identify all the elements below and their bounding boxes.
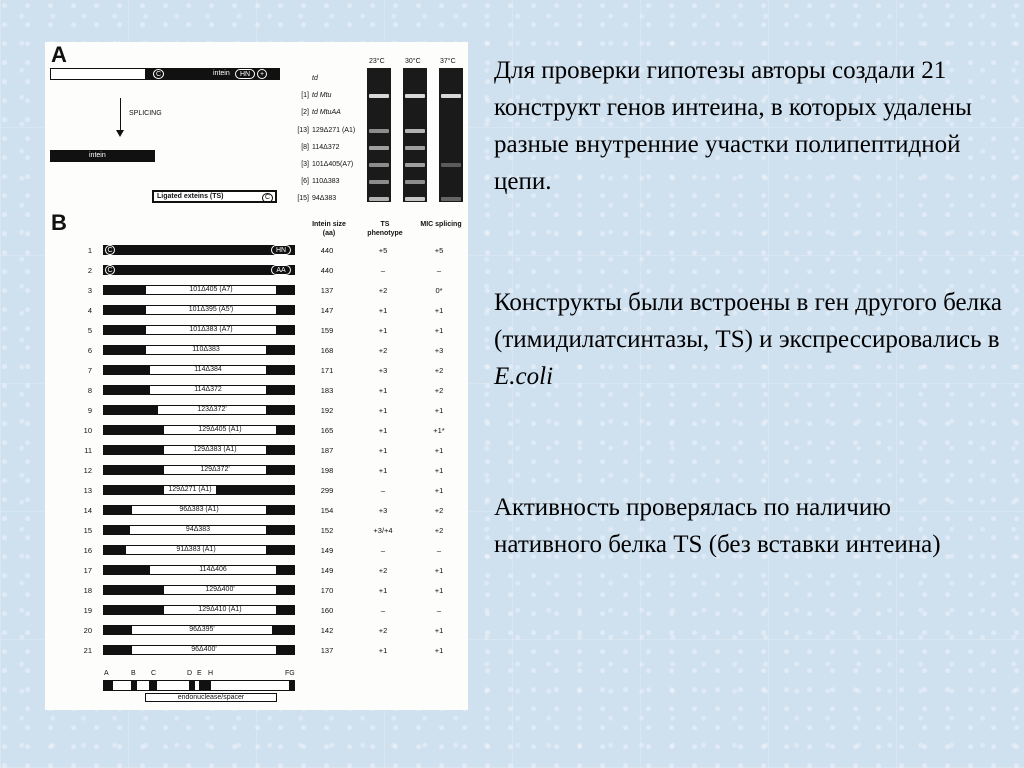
construct-bar bbox=[45, 345, 305, 355]
motif-label: A bbox=[104, 670, 109, 677]
construct-mic-value: +2 bbox=[434, 506, 444, 515]
construct-intein-segment: 96Δ395' bbox=[131, 625, 273, 635]
construct-size-value: 187 bbox=[320, 446, 334, 455]
gel-band bbox=[405, 163, 425, 167]
header-ts-phenotype: TS phenotype bbox=[367, 221, 403, 237]
paragraph-hypothesis bbox=[494, 52, 1004, 200]
construct-mic-value: – bbox=[436, 546, 442, 555]
construct-mic-value: 0* bbox=[435, 286, 443, 295]
gel-band bbox=[441, 197, 461, 201]
precursor-intein-label: intein bbox=[213, 70, 230, 77]
construct-ts-value: +3/+4 bbox=[373, 526, 393, 535]
motif-block bbox=[149, 680, 157, 691]
construct-ts-value: +1 bbox=[378, 646, 388, 655]
construct-mic-value: – bbox=[436, 266, 442, 275]
construct-bar bbox=[45, 645, 305, 655]
construct-row-number: 5 bbox=[87, 326, 92, 335]
construct-row-number: 20 bbox=[83, 626, 92, 635]
construct-c-tag: C bbox=[105, 265, 115, 275]
gel-band bbox=[369, 129, 389, 133]
ligated-c-tag: C bbox=[262, 193, 273, 203]
construct-intein-segment: 129Δ405 (A1) bbox=[163, 425, 277, 435]
construct-size-value: 168 bbox=[320, 346, 334, 355]
construct-bar bbox=[45, 605, 305, 615]
construct-ts-value: +2 bbox=[378, 566, 388, 575]
construct-size-value: 154 bbox=[320, 506, 334, 515]
construct-mic-value: +1 bbox=[434, 626, 444, 635]
construct-row-number: 19 bbox=[83, 606, 92, 615]
construct-row-number: 15 bbox=[83, 526, 92, 535]
construct-row-number: 16 bbox=[83, 546, 92, 555]
construct-intein-segment: 110Δ383 bbox=[145, 345, 267, 355]
construct-ts-value: +3 bbox=[378, 366, 388, 375]
construct-end-tag: HN bbox=[271, 245, 291, 255]
construct-ts-value: +1 bbox=[378, 406, 388, 415]
construct-size-value: 171 bbox=[320, 366, 334, 375]
lane-number: [2] bbox=[301, 109, 309, 117]
construct-mic-value: +1 bbox=[434, 446, 444, 455]
precursor-c-tag: C bbox=[153, 69, 164, 79]
paragraph-activity bbox=[494, 489, 1004, 563]
gel-band bbox=[369, 94, 389, 98]
construct-bar bbox=[45, 625, 305, 635]
construct-bar bbox=[45, 565, 305, 575]
construct-mic-value: +1 bbox=[434, 306, 444, 315]
construct-mic-value: +2 bbox=[434, 366, 444, 375]
construct-ts-value: – bbox=[380, 606, 386, 615]
construct-size-value: 170 bbox=[320, 586, 334, 595]
lane-label: 110Δ383 bbox=[312, 178, 340, 186]
construct-ts-value: +5 bbox=[378, 246, 388, 255]
construct-size-value: 198 bbox=[320, 466, 334, 475]
construct-bar bbox=[45, 385, 305, 395]
construct-row-number: 8 bbox=[87, 386, 92, 395]
lane-number: [3] bbox=[301, 161, 309, 168]
construct-bar bbox=[45, 425, 305, 435]
splicing-arrow-shaft bbox=[120, 98, 121, 132]
paragraph-activity-text: Активность проверялась по наличию нативного белка TS (без вставки интеина) bbox=[494, 494, 941, 558]
lane-label: td MtuAA bbox=[312, 109, 341, 117]
construct-mic-value: +2 bbox=[434, 526, 444, 535]
construct-size-value: 440 bbox=[320, 246, 334, 255]
construct-mic-value: +1 bbox=[434, 326, 444, 335]
construct-ts-value: +1 bbox=[378, 326, 388, 335]
gel-band bbox=[441, 94, 461, 98]
panel-a-letter: A bbox=[51, 42, 67, 67]
construct-ts-value: +3 bbox=[378, 506, 388, 515]
construct-size-value: 440 bbox=[320, 266, 334, 275]
construct-mic-value: +1 bbox=[434, 406, 444, 415]
construct-intein-segment: 129Δ372' bbox=[163, 465, 267, 475]
construct-intein-segment: 96Δ400' bbox=[131, 645, 277, 655]
gel-band bbox=[369, 180, 389, 184]
construct-bar bbox=[45, 445, 305, 455]
construct-size-value: 147 bbox=[320, 306, 334, 315]
motif-block bbox=[199, 680, 207, 691]
construct-row-number: 11 bbox=[84, 446, 92, 455]
construct-ts-value: +1 bbox=[378, 586, 388, 595]
gel-band bbox=[405, 146, 425, 150]
construct-mic-value: +2 bbox=[434, 386, 444, 395]
construct-intein-segment: 129Δ400' bbox=[163, 585, 277, 595]
construct-bar bbox=[45, 305, 305, 315]
construct-row-number: 6 bbox=[87, 346, 92, 355]
construct-extein-block bbox=[103, 245, 295, 255]
construct-intein-segment: 114Δ406 bbox=[149, 565, 277, 575]
construct-mic-value: +1 bbox=[434, 486, 444, 495]
gel-band bbox=[369, 146, 389, 150]
motif-block bbox=[131, 680, 137, 691]
construct-bar bbox=[45, 265, 305, 275]
construct-intein-segment: 129Δ410 (A1) bbox=[163, 605, 277, 615]
lane-number: [8] bbox=[301, 143, 309, 151]
construct-intein-segment: 114Δ372 bbox=[149, 385, 267, 395]
construct-row-number: 7 bbox=[87, 366, 92, 375]
construct-intein-segment: 91Δ383 (A1) bbox=[125, 545, 267, 555]
construct-ts-value: +1 bbox=[378, 306, 388, 315]
construct-mic-value: +1 bbox=[434, 466, 444, 475]
panel-b-letter: B bbox=[51, 210, 67, 235]
construct-ts-value: +2 bbox=[378, 626, 388, 635]
construct-ts-value: +2 bbox=[378, 286, 388, 295]
construct-mic-value: +1 bbox=[434, 646, 444, 655]
motif-label: H bbox=[208, 670, 214, 677]
gel-band bbox=[405, 129, 425, 133]
lane-label: 129Δ271 (A1) bbox=[312, 126, 356, 134]
lane-label: 101Δ405(A7) bbox=[312, 161, 354, 168]
motif-label: C bbox=[151, 670, 157, 677]
precursor-hn-tag: HN bbox=[235, 69, 255, 79]
construct-size-value: 152 bbox=[320, 526, 334, 535]
lane-number: [6] bbox=[301, 178, 309, 186]
gel-band bbox=[405, 94, 425, 98]
motif-label: E bbox=[197, 670, 202, 677]
construct-row-number: 10 bbox=[83, 426, 92, 435]
constructs-text-main: Конструкты были встроены в ген другого белка (тимидилатсинтазы, TS) и экспрессировались в bbox=[494, 289, 1002, 353]
construct-size-value: 165 bbox=[320, 426, 334, 435]
motif-label: FG bbox=[285, 670, 295, 677]
endonuclease-spacer-label: endonuclease/spacer bbox=[145, 693, 277, 702]
construct-row-number: 2 bbox=[87, 266, 92, 275]
construct-ts-value: +1 bbox=[378, 446, 388, 455]
construct-intein-segment: 94Δ383 bbox=[129, 525, 267, 535]
construct-ts-value: – bbox=[380, 486, 386, 495]
construct-row-number: 18 bbox=[83, 586, 92, 595]
construct-bar bbox=[45, 485, 305, 495]
construct-size-value: 149 bbox=[320, 566, 334, 575]
paragraph-hypothesis-text: Для проверки гипотезы авторы создали 21 конструкт генов интеина, в которых удалены разные внутренние участки полипептидной цепи. bbox=[494, 57, 972, 195]
construct-ts-value: +2 bbox=[378, 346, 388, 355]
construct-mic-value: – bbox=[436, 606, 442, 615]
construct-ts-value: – bbox=[380, 266, 386, 275]
ecoli-italic: E.coli bbox=[494, 363, 554, 390]
construct-ts-value: +1 bbox=[378, 426, 388, 435]
header-intein-size: Intein size (aa) bbox=[312, 221, 346, 237]
header-mic-splicing: MIC splicing bbox=[420, 221, 462, 228]
temp-23: 23°C bbox=[369, 58, 385, 65]
gel-band bbox=[405, 197, 425, 201]
construct-row-number: 9 bbox=[87, 406, 92, 415]
construct-row-number: 12 bbox=[83, 466, 92, 475]
construct-end-tag: AA bbox=[271, 265, 291, 275]
construct-row-number: 4 bbox=[87, 306, 92, 315]
construct-mic-value: +1 bbox=[434, 566, 444, 575]
construct-size-value: 137 bbox=[320, 286, 334, 295]
construct-size-value: 137 bbox=[320, 646, 334, 655]
gel-band bbox=[369, 163, 389, 167]
gel-band bbox=[441, 163, 461, 167]
splicing-arrow-head bbox=[116, 130, 124, 137]
gel-lane-37c bbox=[439, 68, 463, 202]
paragraph-constructs bbox=[494, 284, 1004, 395]
intein-figure bbox=[45, 42, 468, 710]
gel-band bbox=[369, 197, 389, 201]
construct-size-value: 183 bbox=[320, 386, 334, 395]
construct-bar bbox=[45, 545, 305, 555]
construct-size-value: 149 bbox=[320, 546, 334, 555]
motif-block bbox=[103, 680, 113, 691]
construct-intein-segment: 101Δ383 (A7) bbox=[145, 325, 277, 335]
construct-row-number: 21 bbox=[83, 646, 92, 655]
construct-bar bbox=[45, 525, 305, 535]
ligated-exteins-label: Ligated exteins (TS) bbox=[157, 193, 224, 200]
splicing-label: SPLICING bbox=[129, 110, 162, 117]
motif-block bbox=[189, 680, 195, 691]
construct-bar bbox=[45, 505, 305, 515]
construct-row-number: 17 bbox=[83, 566, 92, 575]
construct-bar bbox=[45, 245, 305, 255]
construct-row-number: 1 bbox=[87, 246, 92, 255]
construct-intein-segment: 114Δ384 bbox=[149, 365, 267, 375]
lane-label: 114Δ372 bbox=[312, 143, 340, 151]
construct-mic-value: +5 bbox=[434, 246, 444, 255]
motif-label: D bbox=[187, 670, 193, 677]
motif-block bbox=[289, 680, 295, 691]
construct-extein-block bbox=[103, 265, 295, 275]
motif-label: B bbox=[131, 670, 136, 677]
construct-size-value: 299 bbox=[320, 486, 334, 495]
construct-ts-value: +1 bbox=[378, 466, 388, 475]
precursor-plus-tag: + bbox=[257, 69, 267, 79]
construct-intein-segment: 96Δ383 (A1) bbox=[131, 505, 267, 515]
lane-number: [13] bbox=[297, 126, 309, 134]
construct-intein-segment: 101Δ395 (A5') bbox=[145, 305, 277, 315]
construct-intein-segment: 123Δ372' bbox=[157, 405, 267, 415]
construct-row-number: 3 bbox=[87, 286, 92, 295]
construct-mic-value: +1 bbox=[434, 586, 444, 595]
lane-label: td bbox=[312, 75, 318, 82]
construct-bar bbox=[45, 585, 305, 595]
construct-row-number: 14 bbox=[83, 506, 92, 515]
construct-bar bbox=[45, 365, 305, 375]
construct-mic-value: +3 bbox=[434, 346, 444, 355]
lane-number: [15] bbox=[297, 195, 309, 203]
construct-bar bbox=[45, 465, 305, 475]
lane-label: 94Δ383 bbox=[312, 195, 337, 203]
intein-product-label: intein bbox=[89, 152, 106, 159]
construct-intein-segment: 129Δ271 (A1) bbox=[163, 485, 217, 495]
construct-row-number: 13 bbox=[83, 486, 92, 495]
temp-30: 30°C bbox=[405, 58, 421, 65]
construct-size-value: 192 bbox=[320, 406, 334, 415]
construct-bar bbox=[45, 285, 305, 295]
construct-ts-value: +1 bbox=[378, 386, 388, 395]
construct-size-value: 160 bbox=[320, 606, 334, 615]
temp-37: 37°C bbox=[440, 58, 456, 65]
construct-intein-segment: 101Δ405 (A7) bbox=[145, 285, 277, 295]
construct-ts-value: – bbox=[380, 546, 386, 555]
motif-block bbox=[207, 680, 211, 691]
construct-bar bbox=[45, 325, 305, 335]
construct-size-value: 142 bbox=[320, 626, 334, 635]
construct-c-tag: C bbox=[105, 245, 115, 255]
construct-mic-value: +1* bbox=[433, 426, 445, 435]
construct-intein-segment: 129Δ383 (A1) bbox=[163, 445, 267, 455]
construct-bar bbox=[45, 405, 305, 415]
construct-size-value: 159 bbox=[320, 326, 334, 335]
paragraph-constructs-text bbox=[494, 284, 1004, 395]
gel-band bbox=[405, 180, 425, 184]
lane-number: [1] bbox=[301, 92, 309, 100]
lane-label: td Mtu bbox=[312, 92, 332, 100]
